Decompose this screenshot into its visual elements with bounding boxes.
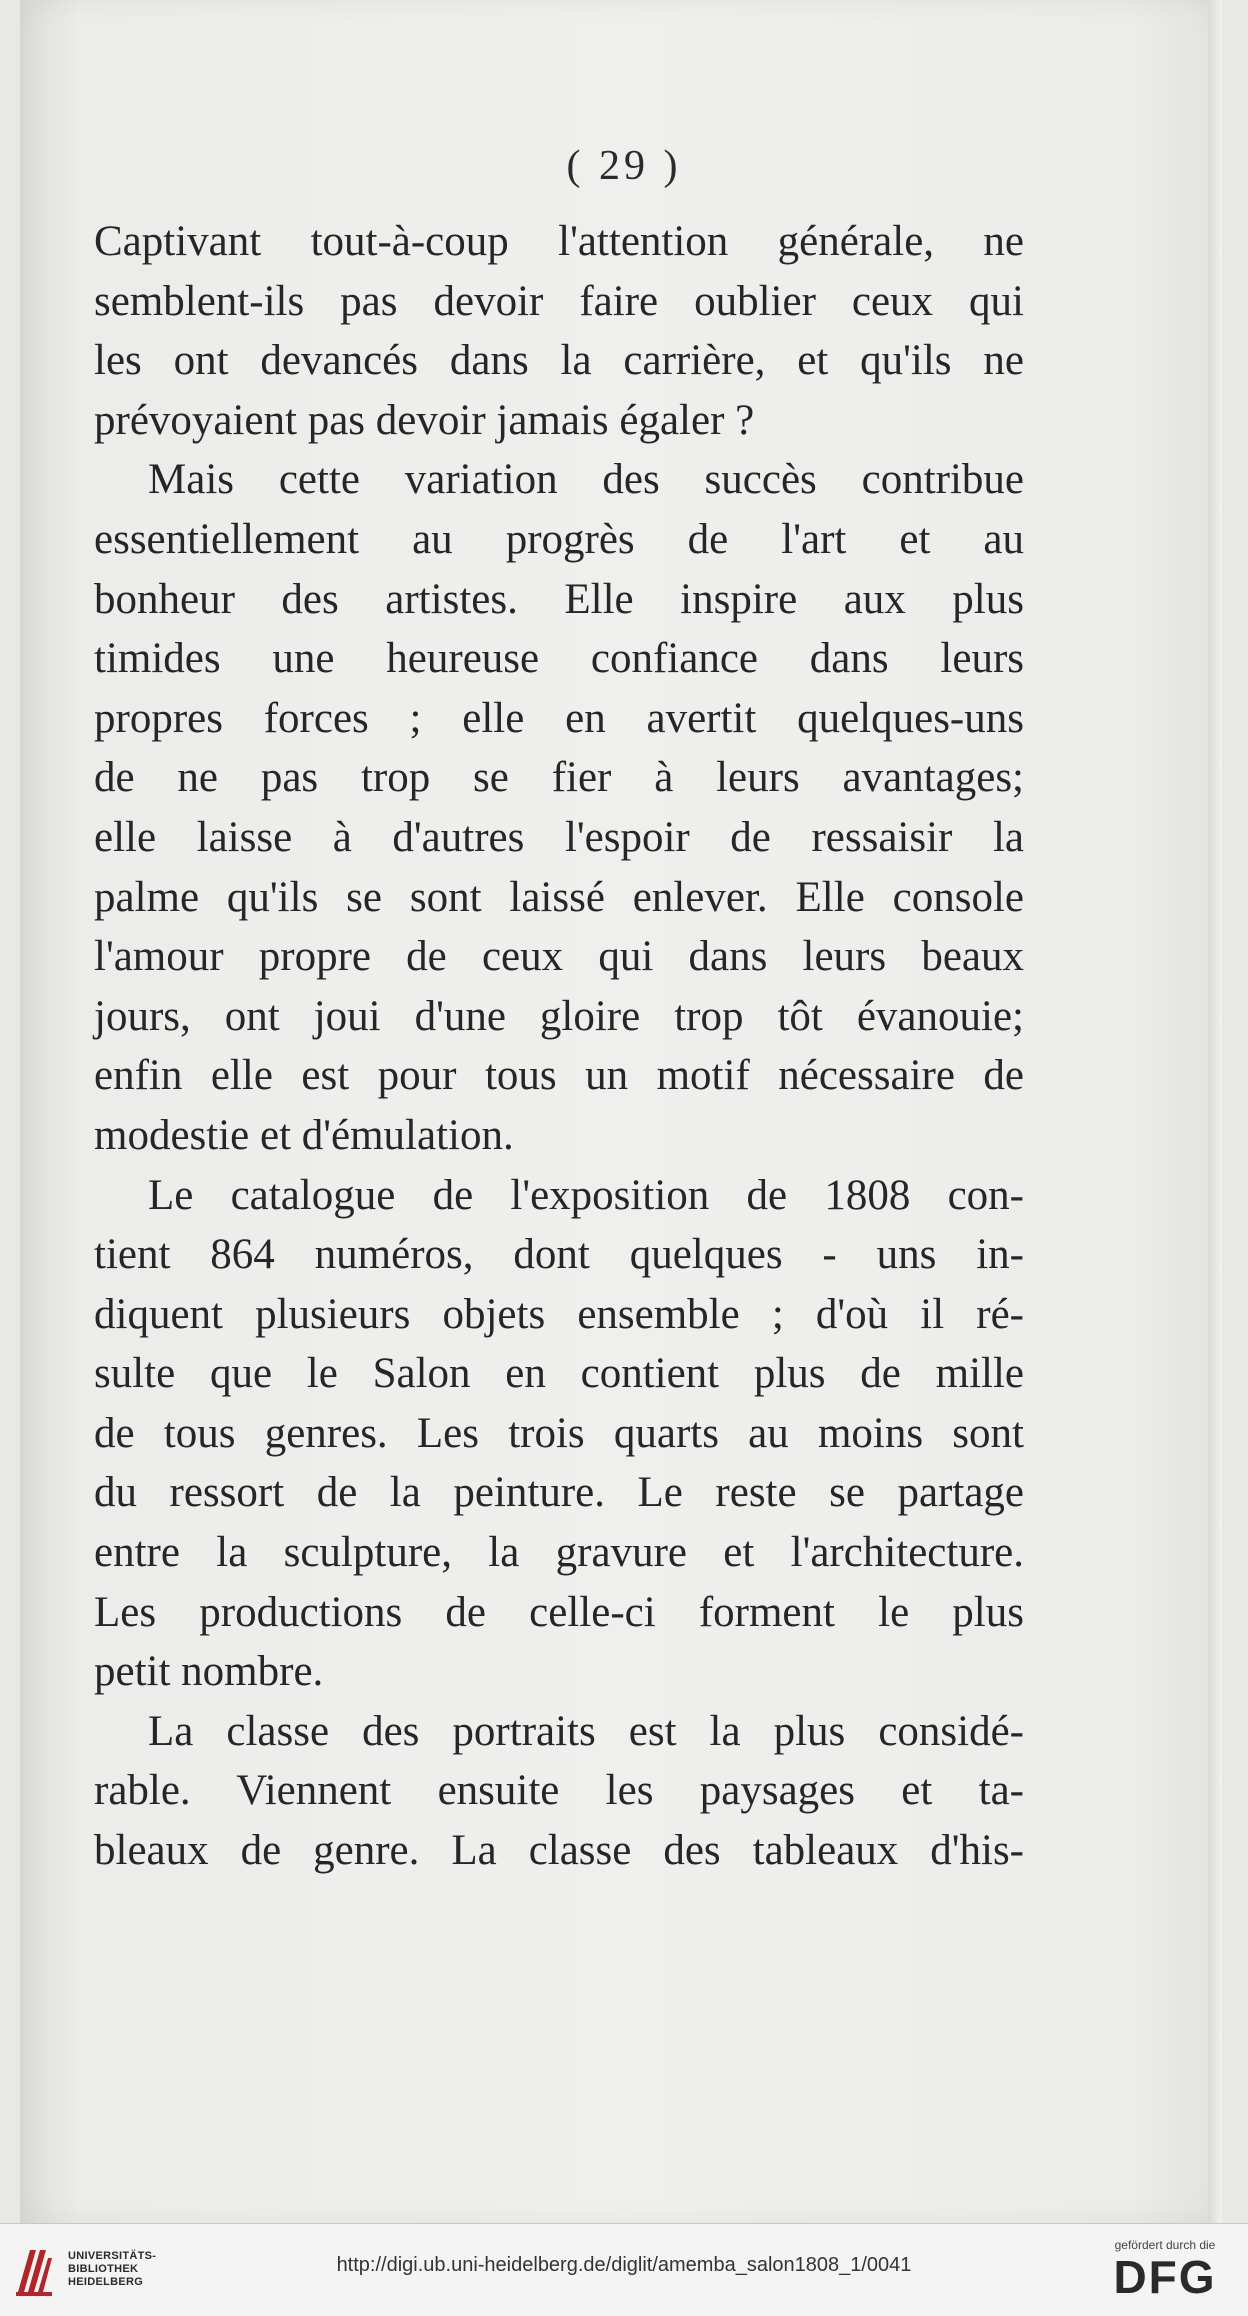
text-line: de tous genres. Les trois quarts au moins sont (94, 1409, 1024, 1457)
text-line: La classe des portraits est la plus considé- (148, 1707, 1024, 1755)
text-line: Mais cette variation des succès contribue (148, 456, 1024, 504)
page-number: ( 29 ) (566, 143, 682, 189)
dfg-logo[interactable] (1100, 2238, 1230, 2303)
body-text (94, 212, 1024, 1881)
text-line: prévoyaient pas devoir jamais égaler ? (94, 396, 755, 444)
text-line: enfin elle est pour tous un motif nécessaire de (94, 1052, 1024, 1100)
permalink-url[interactable]: http://digi.ub.uni-heidelberg.de/diglit/amemba_salon1808_1/0041 (336, 2254, 912, 2276)
text-line: propres forces ; elle en avertit quelques-uns (94, 694, 1024, 742)
library-name-line: HEIDELBERG (68, 2276, 144, 2288)
dfg-logo-text: DFG (1113, 2251, 1217, 2303)
text-line: modestie et d'émulation. (94, 1111, 514, 1159)
text-line: jours, ont joui d'une gloire trop tôt évanouie; (94, 992, 1024, 1040)
text-line: sulte que le Salon en contient plus de mille (94, 1350, 1024, 1398)
text-line: timides une heureuse confiance dans leurs (94, 635, 1024, 683)
text-line: entre la sculpture, la gravure et l'architecture. (94, 1529, 1024, 1577)
library-name-line: BIBLIOTHEK (68, 2263, 139, 2275)
viewer-footer (0, 2223, 1248, 2316)
text-line: essentiellement au progrès de l'art et au (94, 515, 1024, 563)
text-line: les ont devancés dans la carrière, et qu'ils ne (94, 337, 1024, 385)
text-line: Les productions de celle-ci forment le plus (94, 1588, 1024, 1636)
text-line: rable. Viennent ensuite les paysages et ta- (94, 1767, 1024, 1815)
page-edge (1208, 0, 1222, 2223)
text-line: de ne pas trop se fier à leurs avantages; (94, 754, 1024, 802)
text-line: petit nombre. (94, 1648, 324, 1696)
text-line: tient 864 numéros, dont quelques - uns in- (94, 1231, 1024, 1279)
text-line: bonheur des artistes. Elle inspire aux plus (94, 575, 1024, 623)
text-line: Le catalogue de l'exposition de 1808 con- (148, 1171, 1024, 1219)
text-line: elle laisse à d'autres l'espoir de ressaisir la (94, 813, 1024, 861)
text-line: semblent-ils pas devoir faire oublier ceux qui (94, 277, 1024, 325)
text-line: l'amour propre de ceux qui dans leurs beaux (94, 933, 1024, 981)
text-line: Captivant tout-à-coup l'attention générale, ne (94, 218, 1024, 265)
text-line: du ressort de la peinture. Le reste se partage (94, 1469, 1024, 1517)
text-line: diquent plusieurs objets ensemble ; d'où il ré- (94, 1290, 1024, 1338)
sponsor-text: gefördert durch die (1114, 2238, 1216, 2252)
text-line: palme qu'ils se sont laissé enlever. Elle console (94, 873, 1024, 921)
text-line: bleaux de genre. La classe des tableaux d'his- (94, 1827, 1024, 1875)
library-name-line: UNIVERSITÄTS- (68, 2250, 157, 2262)
